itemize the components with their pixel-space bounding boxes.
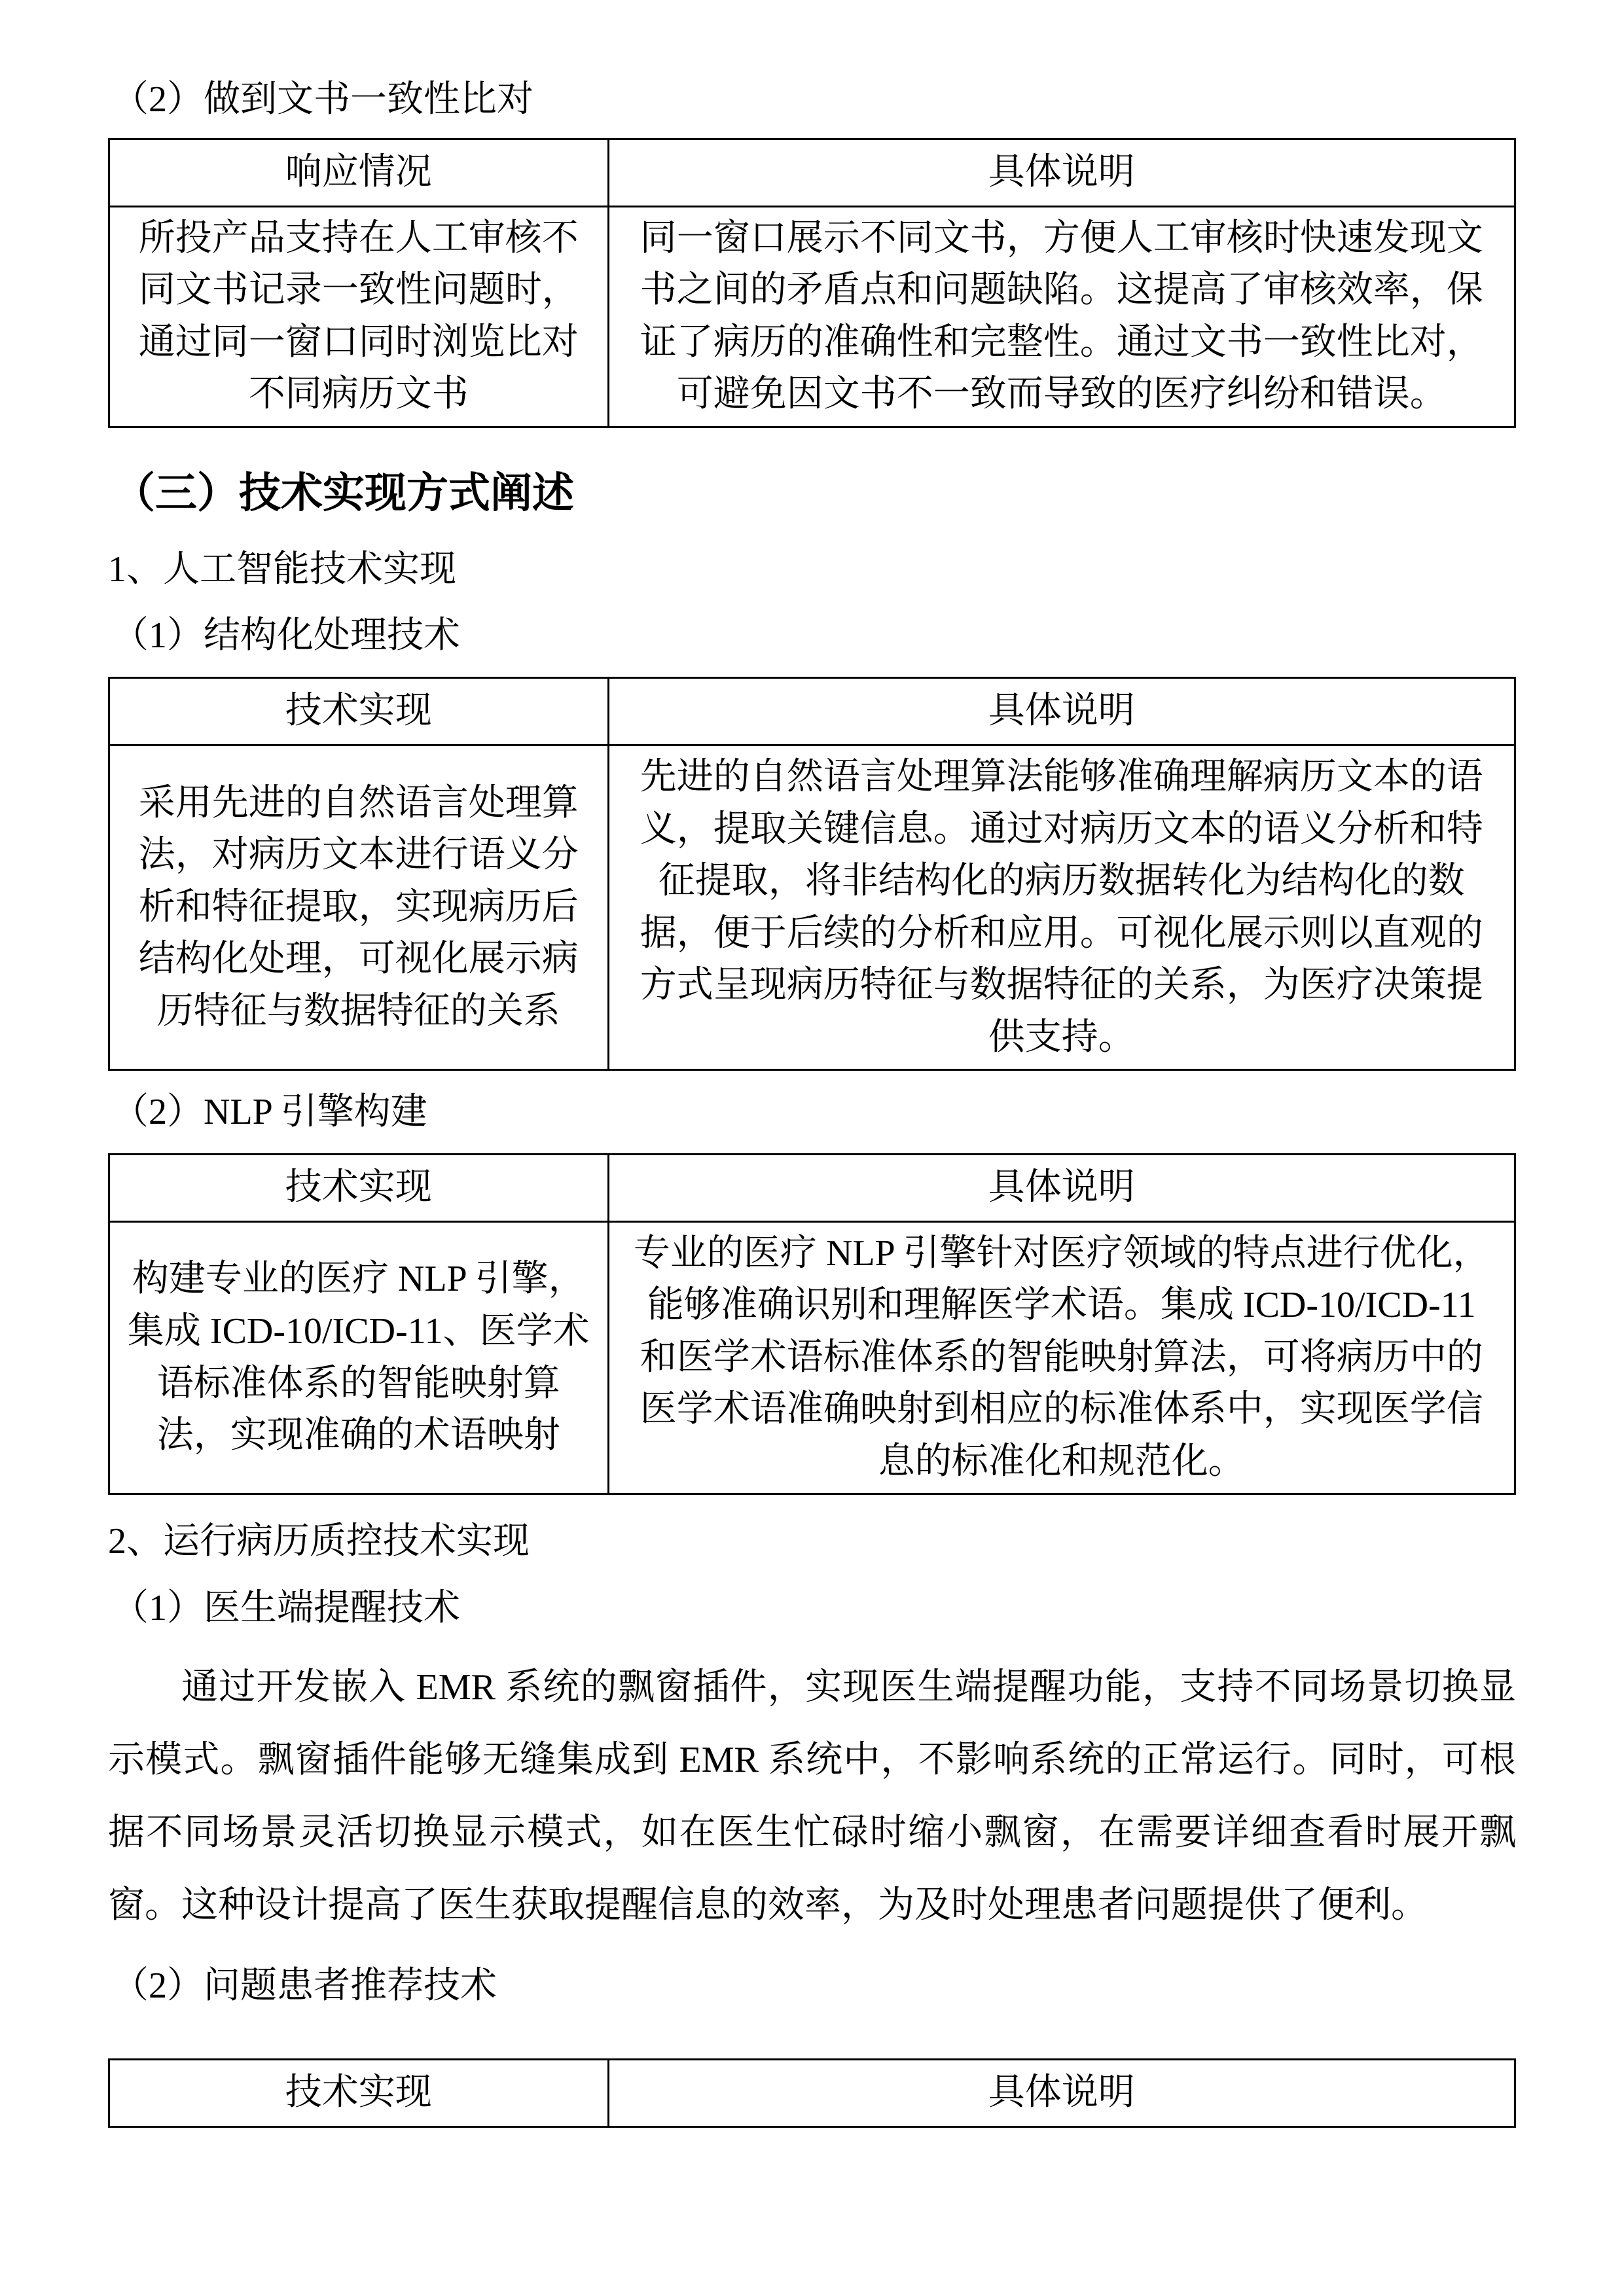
table-row bbox=[109, 745, 1515, 1070]
nlp-engine-table bbox=[108, 1153, 1516, 1496]
table-header-cell: 具体说明 bbox=[608, 678, 1515, 745]
table-cell: 同一窗口展示不同文书，方便人工审核时快速发现文书之间的矛盾点和问题缺陷。这提高了审核效率，保证了病历的准确性和完整性。通过文书一致性比对，可避免因文书不一致而导致的医疗纠纷和错误。 bbox=[608, 206, 1515, 427]
heading-sub2-1: （1）医生端提醒技术 bbox=[112, 1587, 460, 1628]
structuring-table bbox=[108, 677, 1516, 1071]
table-header-row bbox=[109, 2059, 1515, 2126]
table-header-cell: 具体说明 bbox=[608, 139, 1515, 206]
table-cell: 专业的医疗 NLP 引擎针对医疗领域的特点进行优化，能够准确识别和理解医学术语。集成 ICD-10/ICD-11 和医学术语标准体系的智能映射算法，可将病历中的医学术语准确映射到相应的标准体系中，实现医学信息的标准化和规范化。 bbox=[608, 1221, 1515, 1494]
heading-consistency: （2）做到文书一致性比对 bbox=[112, 79, 533, 120]
table-header-cell: 具体说明 bbox=[608, 1154, 1515, 1221]
table-header-cell: 技术实现 bbox=[109, 1154, 609, 1221]
table-header-row bbox=[109, 1154, 1515, 1221]
table-cell: 先进的自然语言处理算法能够准确理解病历文本的语义，提取关键信息。通过对病历文本的语义分析和特征提取，将非结构化的病历数据转化为结构化的数据，便于后续的分析和应用。可视化展示则以直观的方式呈现病历特征与数据特征的关系，为医疗决策提供支持。 bbox=[608, 745, 1515, 1070]
table-header-cell: 技术实现 bbox=[109, 678, 609, 745]
patient-recommend-table bbox=[108, 2058, 1516, 2128]
table-cell: 所投产品支持在人工审核不同文书记录一致性问题时，通过同一窗口同时浏览比对不同病历文书 bbox=[109, 206, 609, 427]
table-row bbox=[109, 1221, 1515, 1494]
table-cell: 构建专业的医疗 NLP 引擎，集成 ICD-10/ICD-11、医学术语标准体系的智能映射算法，实现准确的术语映射 bbox=[109, 1221, 609, 1494]
table-cell: 采用先进的自然语言处理算法，对病历文本进行语义分析和特征提取，实现病历后结构化处理，可视化展示病历特征与数据特征的关系 bbox=[109, 745, 609, 1070]
table-header-row bbox=[109, 678, 1515, 745]
consistency-table bbox=[108, 138, 1516, 428]
doctor-reminder-paragraph: 通过开发嵌入 EMR 系统的飘窗插件，实现医生端提醒功能，支持不同场景切换显示模式。飘窗插件能够无缝集成到 EMR 系统中，不影响系统的正常运行。同时，可根据不同场景灵活切换显示模式，如在医生忙碌时缩小飘窗，在需要详细查看时展开飘窗。这种设计提高了医生获取提醒信息的效率，为及时处理患者问题提供了便利。 bbox=[108, 1667, 1516, 1926]
heading-sub2: 2、运行病历质控技术实现 bbox=[108, 1521, 530, 1562]
table-row bbox=[109, 206, 1515, 427]
table-header-cell: 具体说明 bbox=[608, 2059, 1515, 2126]
heading-sub2-2: （2）问题患者推荐技术 bbox=[112, 1965, 497, 2006]
table-header-cell: 技术实现 bbox=[109, 2059, 609, 2126]
heading-sub1: 1、人工智能技术实现 bbox=[108, 548, 456, 590]
heading-sub1-2: （2）NLP 引擎构建 bbox=[112, 1092, 427, 1133]
spacer bbox=[108, 2027, 1516, 2058]
table-header-cell: 响应情况 bbox=[109, 139, 609, 206]
table-header-row bbox=[109, 139, 1515, 206]
heading-section3: （三）技术实现方式阐述 bbox=[113, 469, 574, 516]
heading-sub1-1: （1）结构化处理技术 bbox=[112, 615, 460, 656]
